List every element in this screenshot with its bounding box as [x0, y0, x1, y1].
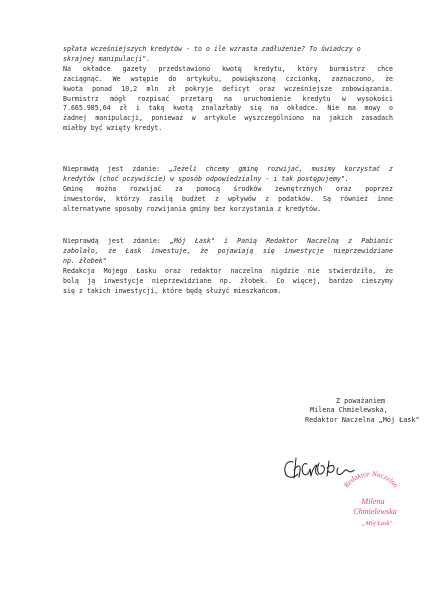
closing-greeting: Z poważaniem [336, 397, 386, 405]
text-line: się z takich inwestycji, które będą służyć mieszkańcom. [63, 286, 282, 295]
text-line: skrajnej manipulacji". [63, 54, 151, 63]
text-plain: Nieprawdą jest zdanie: [63, 237, 170, 245]
text-line: alternatywne sposoby rozwijania gminy bez korzystania z kredytów. [63, 204, 322, 213]
text-line: Gminę można rozwijać za pomocą środków zewnętrznych oraz poprzez [63, 184, 393, 193]
closing-block [305, 397, 420, 425]
text-line: kwota ponad 10,2 mln zł pokryje deficyt oraz wcześniejsze zobowiązania. [63, 84, 393, 93]
closing-name: Milena Chmielewska, [310, 406, 388, 415]
stamp-publication: „Mój Łask" [361, 520, 393, 527]
text-line [63, 237, 393, 247]
stamp-name-line1: Milena [361, 497, 385, 506]
text-line: miałby być wzięty kredyt. [63, 124, 163, 133]
text-line: Redakcja Mojego Łasku oraz redaktor naczelna nigdzie nie stwierdziła, że [63, 266, 393, 275]
quoted-text: „Mój Łask" i Panią Redaktor Naczelną z Pabianic [169, 237, 393, 245]
text-line: zaciągnąć. We wstępie do artykułu, powiększoną czcionką, zaznaczono, że [63, 74, 393, 83]
text-line [63, 165, 393, 175]
text-line: np. żłobek" [63, 256, 107, 265]
text-line: Na okładce gazety przedstawiono kwotę kredytu, który burmistrz chce [63, 64, 393, 73]
paragraph-2 [63, 165, 393, 215]
text-plain: Nieprawdą jest zdanie: [63, 165, 170, 173]
stamp-arc-text: Redaktor Naczelna [341, 468, 401, 490]
quoted-text: „Jeżeli chcemy gminę rozwijać, musimy korzystać z [169, 165, 393, 173]
text-line: spłata wcześniejszych kredytów - to o ile wzrasta zadłużenie? To świadczy o [63, 45, 361, 53]
closing-title: Redaktor Naczelna „Mój Łask" [305, 415, 420, 424]
editor-stamp [327, 460, 415, 540]
paragraph-1 [63, 45, 393, 134]
text-line: zabolało, że Łask inwestuje, że pojawiają się inwestycje nieprzewidziane [63, 246, 393, 255]
text-line: kredytów (choć oczywiście) w sposób odpowiedzialny - i tak postępujemy". [63, 174, 349, 183]
text-line: inwestorów, którzy zasilą budżet z wpływów z podatków. Są również inne [63, 194, 393, 203]
paragraph-3 [63, 237, 393, 296]
text-line: bolą ją inwestycje nieprzewidziane np. żłobek. Co więcej, bardzo cieszymy [63, 276, 393, 285]
text-line: żadnej manipulacji, ponieważ w artykule wyszczególniono na jakich zasadach [63, 114, 393, 123]
text-line: Burmistrz mógł rozpisać przetarg na uruchomienie kredytu w wysokości [63, 94, 393, 103]
stamp-name-line2: Chmielewska [353, 507, 397, 516]
text-line: 7.665.985,64 zł i taką kwotą znalazłaby się na okładce. Nie ma mowy o [63, 104, 393, 113]
